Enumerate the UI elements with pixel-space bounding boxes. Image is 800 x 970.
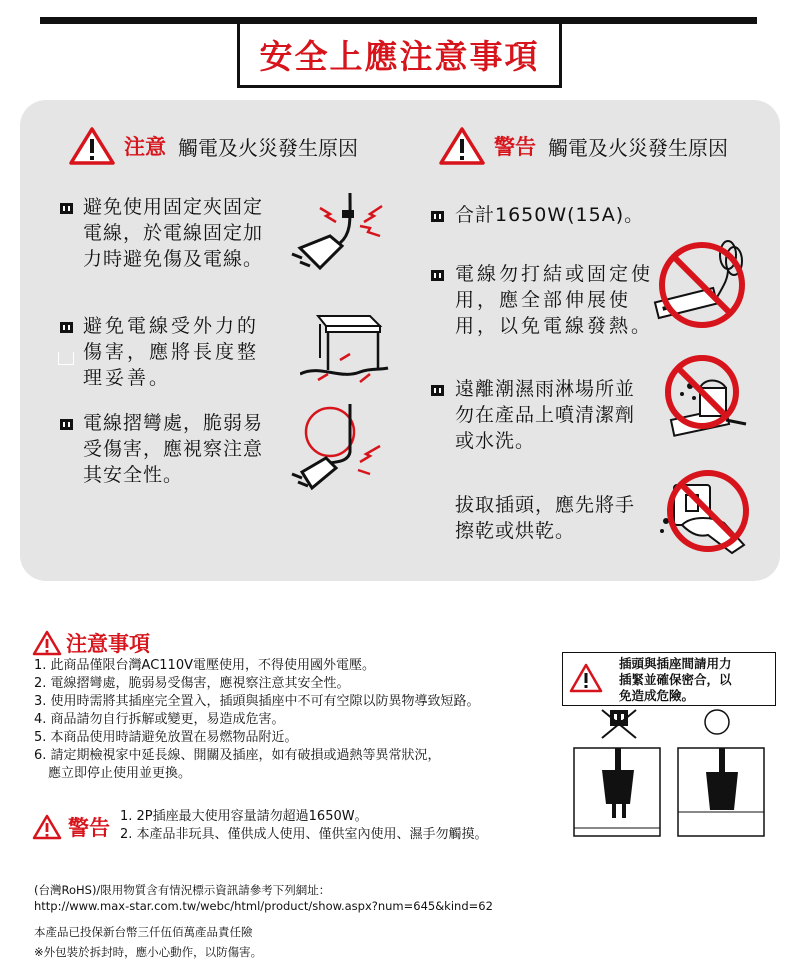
title-bar bbox=[40, 17, 757, 24]
warning-triangle-icon bbox=[32, 630, 62, 656]
warning-item-4: 拔取插頭，應先將手 擦乾或烘乾。 bbox=[455, 494, 636, 542]
socket-bullet-icon bbox=[60, 322, 73, 333]
notes-heading: 注意事項 bbox=[32, 628, 150, 658]
rohs-url: http://www.max-star.com.tw/webc/html/product/show.aspx?num=645&kind=62 bbox=[34, 899, 493, 913]
warning-triangle-icon bbox=[32, 814, 62, 840]
list-item: 6. 請定期檢視家中延長線、開關及插座，如有破損或過熱等異常狀況， bbox=[34, 748, 441, 763]
notes-list bbox=[34, 657, 480, 783]
insurance-text: 本產品已投保新台幣三仟伍佰萬產品責任險 bbox=[34, 925, 253, 939]
warning-keyword: 警告 bbox=[494, 135, 536, 159]
warning-item-1: 合計1650W(15A)。 bbox=[455, 204, 645, 226]
caution-heading bbox=[68, 126, 358, 166]
caution-item-1: 避免使用固定夾固定 電線，於電線固定加 力時避免傷及電線。 bbox=[83, 196, 264, 270]
list-item: 3. 使用時需將其插座完全置入，插頭與插座中不可有空隙以防異物導致短路。 bbox=[34, 694, 480, 709]
list-item: 應立即停止使用並更換。 bbox=[48, 766, 192, 781]
package-text: ※外包裝於拆封時，應小心動作，以防傷害。 bbox=[34, 945, 263, 959]
socket-outline-icon bbox=[58, 352, 74, 365]
list-item: 2. 電線摺彎處，脆弱易受傷害，應視察注意其安全性。 bbox=[34, 676, 350, 691]
socket-bullet-icon bbox=[60, 203, 73, 214]
title-box bbox=[237, 24, 562, 88]
wrong-mark-icon bbox=[602, 710, 636, 738]
footer bbox=[34, 882, 493, 960]
warning-triangle-icon bbox=[438, 126, 486, 166]
list-item: 5. 本商品使用時請避免放置在易燃物品附近。 bbox=[34, 730, 298, 745]
caution-item-3: 電線摺彎處，脆弱易 受傷害，應視察注意 其安全性。 bbox=[83, 412, 264, 486]
warning-item-3: 遠離潮濕雨淋場所並 勿在產品上噴清潔劑 或水洗。 bbox=[455, 378, 636, 452]
list-item: 1. 2P插座最大使用容量請勿超過1650W。 bbox=[120, 809, 368, 824]
warning-item-2: 電線勿打結或固定使 用，應全部伸展使 用，以免電線發熱。 bbox=[455, 263, 654, 337]
warning-notes-list bbox=[120, 808, 488, 844]
correct-mark-icon bbox=[705, 710, 729, 734]
no-water-spray-icon bbox=[660, 350, 750, 450]
socket-bullet-icon bbox=[431, 270, 444, 281]
page-title: 安全上應注意事項 bbox=[259, 37, 540, 76]
caution-subtitle: 觸電及火災發生原因 bbox=[178, 135, 358, 160]
no-knotted-cord-icon bbox=[648, 235, 748, 335]
list-item: 1. 此商品僅限台灣AC110V電壓使用，不得使用國外電壓。 bbox=[34, 658, 375, 673]
warning-notes-heading: 警告 bbox=[32, 812, 110, 842]
rohs-text: (台灣RoHS)/限用物質含有情況標示資訊請參考下列網址： bbox=[34, 883, 331, 897]
caution-item-2: 避免電線受外力的 傷害，應將長度整 理妥善。 bbox=[83, 315, 260, 389]
list-item: 2. 本產品非玩具、僅供成人使用、僅供室內使用、濕手勿觸摸。 bbox=[120, 827, 488, 842]
warning-subtitle: 觸電及火災發生原因 bbox=[548, 135, 728, 160]
list-item: 4. 商品請勿自行拆解或變更，易造成危害。 bbox=[34, 712, 285, 727]
warning-triangle-icon bbox=[569, 663, 603, 693]
bent-cord-plug-icon bbox=[290, 402, 390, 492]
no-wet-hands-icon bbox=[652, 465, 752, 565]
warning-heading bbox=[438, 126, 728, 166]
warning-triangle-icon bbox=[68, 126, 116, 166]
socket-bullet-icon bbox=[431, 211, 444, 222]
plug-warning-box: 插頭與插座間請用力 插緊並確保密合，以 免造成危險。 bbox=[562, 652, 776, 706]
plug-clamp-icon bbox=[290, 188, 390, 278]
caution-keyword: 注意 bbox=[124, 135, 166, 159]
socket-bullet-icon bbox=[431, 385, 444, 396]
table-cord-icon bbox=[300, 298, 390, 388]
socket-bullet-icon bbox=[60, 419, 73, 430]
plug-insertion-diagram bbox=[562, 708, 776, 838]
